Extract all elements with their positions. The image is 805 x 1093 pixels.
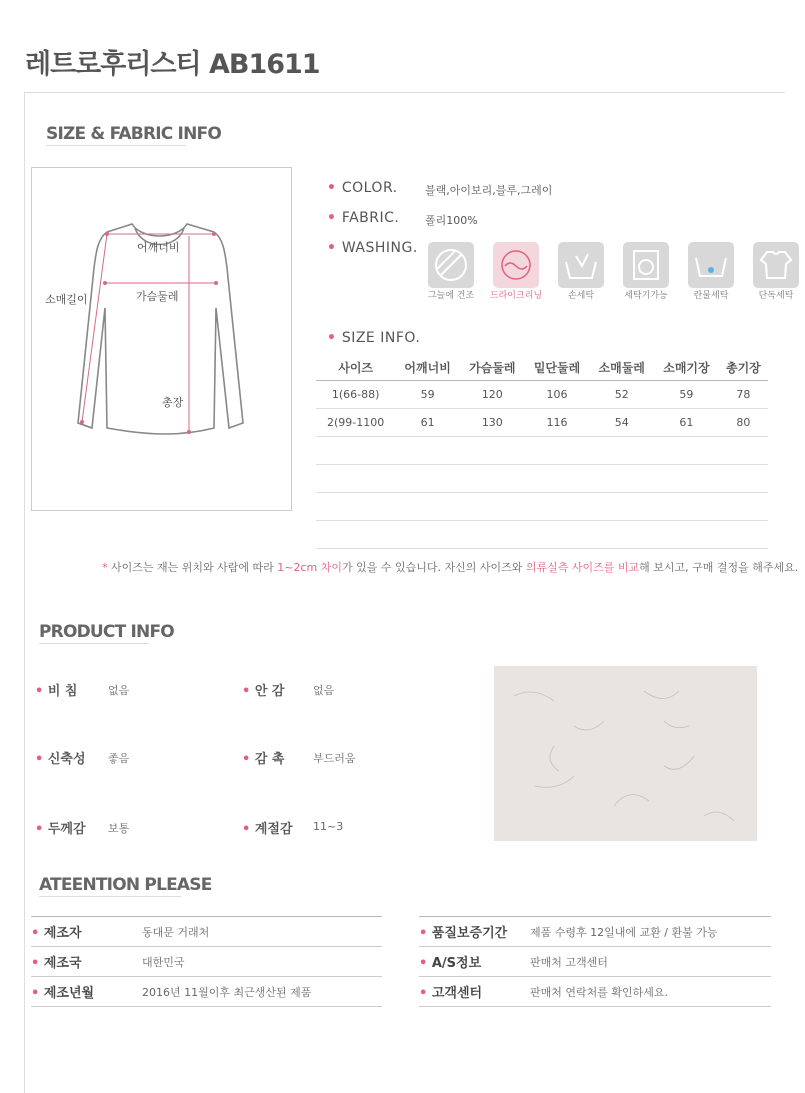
product-info-heading: PRODUCT INFO xyxy=(39,622,174,642)
table-row xyxy=(316,381,768,409)
wash-label: 손세탁 xyxy=(567,291,595,301)
heading-underline xyxy=(39,643,149,644)
fabric-swatch-image xyxy=(494,666,757,841)
product-attr-label: • 신축성 xyxy=(35,752,86,767)
diagram-label-chest: 가슴둘레 xyxy=(136,290,179,303)
table-row-empty xyxy=(316,493,768,521)
size-note: * 사이즈는 재는 위치와 사람에 따라 1~2cm 차이가 있을 수 있습니다. 자신의 사이즈와 의류실측 사이즈를 비교해 보시고, 구매 결정을 해주세요. xyxy=(102,561,799,574)
attention-key: • 제조국 xyxy=(31,956,82,971)
col-header: 총기장 xyxy=(719,354,768,381)
wash-label: 그늘에 건조 xyxy=(427,291,475,301)
attention-value: 판매처 고객센터 xyxy=(530,955,608,969)
table-cell: 80 xyxy=(719,409,768,437)
attention-row xyxy=(419,947,771,977)
size-table xyxy=(316,354,768,549)
table-cell: 61 xyxy=(395,409,460,437)
product-attr-value: 부드러움 xyxy=(313,752,356,765)
washing-icons xyxy=(422,242,805,301)
attention-key: • A/S정보 xyxy=(419,956,482,971)
attention-value: 대한민국 xyxy=(142,955,185,969)
size-info-label: • SIZE INFO. xyxy=(327,330,421,346)
col-header: 밑단둘레 xyxy=(525,354,590,381)
attention-left xyxy=(31,916,382,1007)
table-row-empty xyxy=(316,465,768,493)
attention-row xyxy=(31,917,382,947)
col-header: 어깨너비 xyxy=(395,354,460,381)
table-cell: 2(99-1100 xyxy=(316,409,395,437)
product-attr-value: 없음 xyxy=(313,684,335,697)
table-cell: 54 xyxy=(589,409,654,437)
attention-row xyxy=(31,977,382,1007)
table-cell: 61 xyxy=(654,409,719,437)
table-cell: 78 xyxy=(719,381,768,409)
diagram-label-length: 총장 xyxy=(162,396,184,409)
table-cell: 120 xyxy=(460,381,525,409)
attention-key: • 품질보증기간 xyxy=(419,926,508,941)
dry-clean-icon xyxy=(487,242,545,301)
table-cell: 1(66-88) xyxy=(316,381,395,409)
heading-underline xyxy=(46,145,186,146)
attention-value: 2016년 11월이후 최근생산된 제품 xyxy=(142,985,312,999)
fabric-value: 폴리100% xyxy=(425,214,478,227)
wash-label: 단독세탁 xyxy=(758,291,794,301)
attention-key: • 고객센터 xyxy=(419,986,483,1001)
attention-row xyxy=(419,977,771,1007)
size-fabric-heading: SIZE & FABRIC INFO xyxy=(46,124,221,144)
separate-wash-icon xyxy=(747,242,805,301)
neutral-wash-icon xyxy=(682,242,740,301)
diagram-label-sleeve: 소매길이 xyxy=(45,293,88,306)
size-table-header xyxy=(316,354,768,381)
table-row-empty xyxy=(316,437,768,465)
table-row-empty xyxy=(316,521,768,549)
hand-wash-icon xyxy=(552,242,610,301)
product-attr-label: • 계절감 xyxy=(242,822,293,837)
attention-key: • 제조자 xyxy=(31,926,82,941)
product-attr-value: 11~3 xyxy=(313,820,344,833)
table-row xyxy=(316,409,768,437)
product-attr-label: • 두께감 xyxy=(35,822,86,837)
washing-label: • WASHING. xyxy=(327,240,418,256)
table-cell: 106 xyxy=(525,381,590,409)
col-header: 소매둘레 xyxy=(589,354,654,381)
fabric-label: • FABRIC. xyxy=(327,210,400,226)
product-attr-label: • 감 촉 xyxy=(242,752,285,767)
table-cell: 52 xyxy=(589,381,654,409)
color-value: 블랙,아이보리,블루,그레이 xyxy=(425,184,553,197)
attention-right xyxy=(419,916,771,1007)
attention-value: 동대문 거래처 xyxy=(142,925,210,939)
col-header: 소매기장 xyxy=(654,354,719,381)
machine-wash-icon xyxy=(617,242,675,301)
product-attr-value: 좋음 xyxy=(108,752,130,765)
table-cell: 59 xyxy=(395,381,460,409)
table-cell: 130 xyxy=(460,409,525,437)
attention-row xyxy=(31,947,382,977)
heading-underline xyxy=(39,896,181,897)
attention-value: 판매처 연락처를 확인하세요. xyxy=(530,985,669,999)
color-label: • COLOR. xyxy=(327,180,398,196)
garment-diagram xyxy=(31,167,292,511)
attention-heading: ATEENTION PLEASE xyxy=(39,875,212,895)
attention-row xyxy=(419,917,771,947)
product-title: 레트로후리스티 AB1611 xyxy=(25,49,320,80)
product-attr-value: 없음 xyxy=(108,684,130,697)
wash-label: 란물세탁 xyxy=(693,291,729,301)
product-attr-label: • 안 감 xyxy=(242,684,285,699)
table-cell: 59 xyxy=(654,381,719,409)
diagram-label-shoulder: 어깨너비 xyxy=(137,241,180,254)
wash-label: 드라이크리닝 xyxy=(489,291,543,301)
attention-value: 제품 수령후 12일내에 교환 / 환불 가능 xyxy=(530,925,718,939)
fabric-texture xyxy=(494,666,757,841)
product-attr-label: • 비 침 xyxy=(35,684,78,699)
size-table-wrap xyxy=(316,354,768,549)
attention-key: • 제조년월 xyxy=(31,986,95,1001)
col-header: 가슴둘레 xyxy=(460,354,525,381)
col-header: 사이즈 xyxy=(316,354,395,381)
sweater-outline xyxy=(32,168,291,510)
product-attr-value: 보통 xyxy=(108,822,130,835)
table-cell: 116 xyxy=(525,409,590,437)
shade-dry-icon xyxy=(422,242,480,301)
wash-label: 세탁기가능 xyxy=(624,291,668,301)
